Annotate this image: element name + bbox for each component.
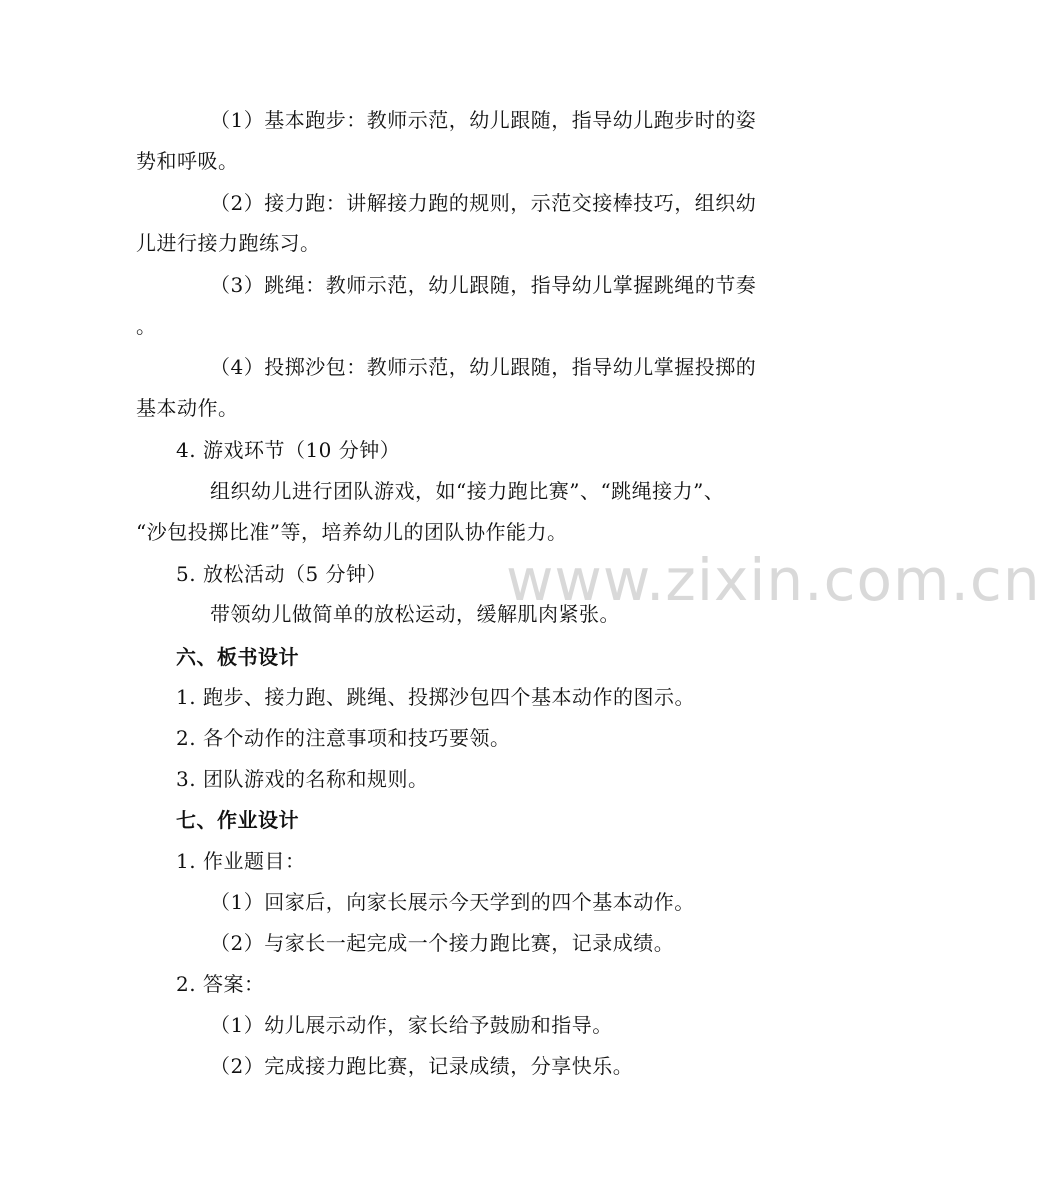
section-heading: 七、作业设计 [176,808,299,832]
text-line: （3）跳绳：教师示范，幼儿跟随，指导幼儿掌握跳绳的节奏 [210,273,757,297]
list-item: 2. 各个动作的注意事项和技巧要领。 [176,726,511,750]
text-line: （1）回家后，向家长展示今天学到的四个基本动作。 [210,890,695,914]
text-line: 。 [136,314,157,338]
text-line: 基本动作。 [136,396,239,420]
list-item: 1. 作业题目： [176,849,306,873]
section-heading: 六、板书设计 [176,645,299,669]
text-line: 势和呼吸。 [136,149,239,173]
text-line: （4）投掷沙包：教师示范，幼儿跟随，指导幼儿掌握投掷的 [210,355,757,379]
list-item-heading: 5. 放松活动（5 分钟） [176,562,388,586]
text-line: （1）幼儿展示动作，家长给予鼓励和指导。 [210,1013,613,1037]
watermark: www.zixin.com.cn [506,546,1041,614]
list-item: 1. 跑步、接力跑、跳绳、投掷沙包四个基本动作的图示。 [176,685,695,709]
text-line: （1）基本跑步：教师示范，幼儿跟随，指导幼儿跑步时的姿 [210,108,757,132]
list-item: 2. 答案： [176,972,265,996]
text-line: 组织幼儿进行团队游戏，如“接力跑比赛”、“跳绳接力”、 [210,479,725,503]
text-line: （2）接力跑：讲解接力跑的规则，示范交接棒技巧，组织幼 [210,191,757,215]
text-line: （2）与家长一起完成一个接力跑比赛，记录成绩。 [210,931,675,955]
text-line: （2）完成接力跑比赛，记录成绩，分享快乐。 [210,1054,634,1078]
text-line: 儿进行接力跑练习。 [136,231,321,255]
list-item-heading: 4. 游戏环节（10 分钟） [176,438,401,462]
list-item: 3. 团队游戏的名称和规则。 [176,767,429,791]
text-line: 带领幼儿做简单的放松运动，缓解肌肉紧张。 [210,602,620,626]
text-line: “沙包投掷比准”等，培养幼儿的团队协作能力。 [136,520,568,544]
